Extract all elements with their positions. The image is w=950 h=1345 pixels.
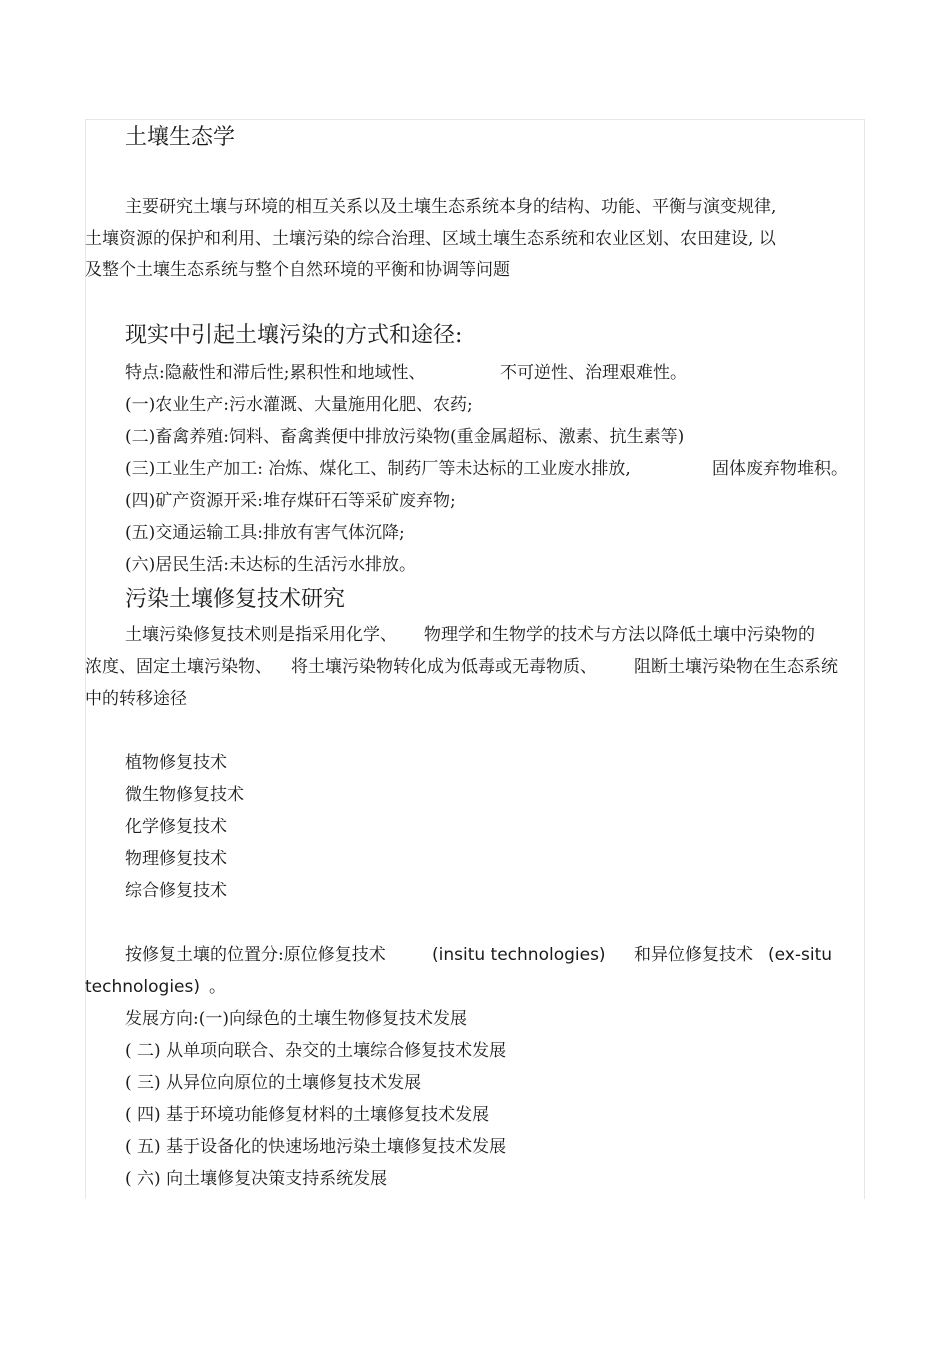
position-text-a: 按修复土壤的位置分:原位修复技术 bbox=[125, 945, 386, 965]
direction-item: ( 三) 从异位向原位的土壤修复技术发展 bbox=[125, 1073, 422, 1093]
position-text-f: 。 bbox=[209, 977, 226, 997]
technique-item: 综合修复技术 bbox=[125, 881, 227, 901]
direction-item: ( 六) 向土壤修复决策支持系统发展 bbox=[125, 1169, 388, 1189]
technique-item: 化学修复技术 bbox=[125, 817, 227, 837]
technique-item: 微生物修复技术 bbox=[125, 785, 244, 805]
position-text-e: technologies) bbox=[85, 977, 201, 997]
direction-label: 发展方向:(一)向绿色的土壤生物修复技术发展 bbox=[125, 1009, 467, 1029]
direction-item: ( 五) 基于设备化的快速场地污染土壤修复技术发展 bbox=[125, 1137, 507, 1157]
para-line-1b: 物理学和生物学的技术与方法以降低土壤中污染物的 bbox=[424, 625, 815, 645]
para-line-3: 中的转移途径 bbox=[85, 689, 187, 709]
section2-heading: 污染土壤修复技术研究 bbox=[125, 587, 346, 612]
list-item-tail: 固体废弃物堆积。 bbox=[712, 459, 848, 479]
direction-item: ( 四) 基于环境功能修复材料的土壤修复技术发展 bbox=[125, 1105, 490, 1125]
list-item: (五)交通运输工具:排放有害气体沉降; bbox=[125, 523, 405, 543]
list-item: (一)农业生产:污水灌溉、大量施用化肥、农药; bbox=[125, 395, 473, 415]
features-text-b: 不可逆性、治理艰难性。 bbox=[500, 363, 687, 383]
para-line-1a: 土壤污染修复技术则是指采用化学、 bbox=[125, 625, 397, 645]
position-text-d: (ex-situ bbox=[768, 945, 833, 965]
technique-item: 植物修复技术 bbox=[125, 753, 227, 773]
list-item: (六)居民生活:未达标的生活污水排放。 bbox=[125, 555, 416, 575]
features-text-a: 特点:隐蔽性和滞后性;累积性和地域性、 bbox=[125, 363, 426, 383]
list-item: (三)工业生产加工: 冶炼、煤化工、制药厂等未达标的工业废水排放, bbox=[125, 459, 631, 479]
direction-item: ( 二) 从单项向联合、杂交的土壤综合修复技术发展 bbox=[125, 1041, 507, 1061]
page-title: 土壤生态学 bbox=[125, 125, 236, 150]
list-item: (四)矿产资源开采:堆存煤矸石等采矿废弃物; bbox=[125, 491, 456, 511]
para-line-2c: 阻断土壤污染物在生态系统 bbox=[634, 657, 838, 677]
intro-line-3: 及整个土壤生态系统与整个自然环境的平衡和协调等问题 bbox=[85, 260, 510, 280]
section1-heading: 现实中引起土壤污染的方式和途径: bbox=[125, 323, 463, 348]
intro-line-2: 土壤资源的保护和利用、土壤污染的综合治理、区域土壤生态系统和农业区划、农田建设, 以 bbox=[85, 229, 776, 249]
para-line-2b: 将土壤污染物转化成为低毒或无毒物质、 bbox=[291, 657, 597, 677]
para-line-2a: 浓度、固定土壤污染物、 bbox=[85, 657, 272, 677]
technique-item: 物理修复技术 bbox=[125, 849, 227, 869]
intro-line-1: 主要研究土壤与环境的相互关系以及土壤生态系统本身的结构、功能、平衡与演变规律, bbox=[125, 197, 777, 217]
list-item: (二)畜禽养殖:饲料、畜禽粪便中排放污染物(重金属超标、激素、抗生素等) bbox=[125, 427, 685, 447]
position-text-b: (insitu technologies) bbox=[432, 945, 606, 965]
position-text-c: 和异位修复技术 bbox=[634, 945, 753, 965]
